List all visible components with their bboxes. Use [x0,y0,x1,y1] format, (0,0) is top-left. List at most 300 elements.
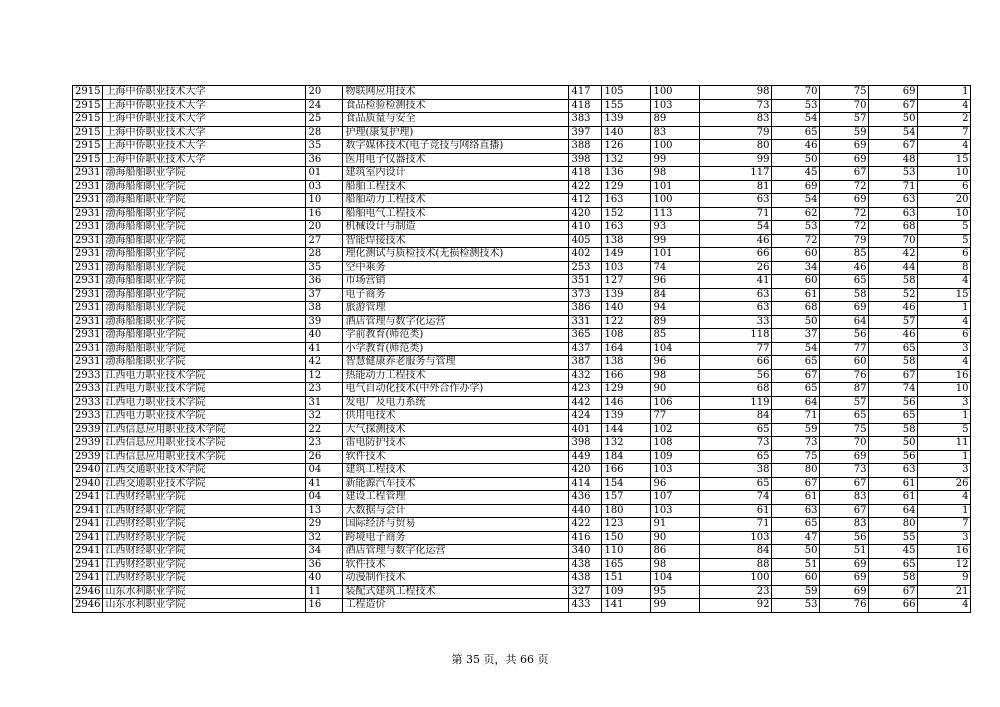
cell-score_c: 73 [700,437,772,451]
cell-score_c: 33 [700,315,772,329]
cell-score_e: 69 [820,194,869,208]
cell-major: 医用电子仪器技术 [343,153,569,167]
cell-score_b: 99 [651,153,700,167]
cell-code: 2931 [73,167,103,181]
cell-total: 424 [569,410,602,424]
table-row [73,99,971,113]
cell-major_code: 20 [306,86,343,100]
cell-code: 2915 [73,86,103,100]
cell-score_e: 76 [820,599,869,613]
cell-code: 2915 [73,113,103,127]
cell-score_b: 100 [651,140,700,154]
cell-major: 软件技术 [343,558,569,572]
cell-rank: 5 [918,221,971,235]
cell-score_e: 56 [820,329,869,343]
cell-score_a: 157 [602,491,651,505]
cell-major: 机械设计与制造 [343,221,569,235]
cell-score_d: 72 [772,234,820,248]
cell-score_d: 50 [772,545,820,559]
cell-score_b: 94 [651,302,700,316]
table-row [73,599,971,613]
cell-total: 416 [569,531,602,545]
table-row [73,464,971,478]
cell-major_code: 26 [306,450,343,464]
cell-code: 2941 [73,531,103,545]
cell-score_c: 73 [700,99,772,113]
cell-score_d: 68 [772,302,820,316]
cell-code: 2915 [73,140,103,154]
table-row [73,342,971,356]
cell-score_b: 99 [651,234,700,248]
cell-score_c: 88 [700,558,772,572]
cell-score_b: 83 [651,126,700,140]
table-row [73,248,971,262]
cell-school: 江西财经职业学院 [103,558,306,572]
cell-major: 食品检验检测技术 [343,99,569,113]
cell-score_d: 34 [772,261,820,275]
cell-major_code: 28 [306,126,343,140]
cell-score_a: 136 [602,167,651,181]
cell-major_code: 29 [306,518,343,532]
cell-score_c: 61 [700,504,772,518]
cell-score_d: 53 [772,99,820,113]
cell-score_e: 64 [820,315,869,329]
cell-rank: 1 [918,86,971,100]
cell-score_c: 74 [700,491,772,505]
cell-code: 2940 [73,477,103,491]
cell-code: 2931 [73,221,103,235]
cell-rank: 10 [918,167,971,181]
cell-score_e: 56 [820,531,869,545]
cell-score_c: 66 [700,248,772,262]
cell-total: 388 [569,140,602,154]
cell-code: 2940 [73,464,103,478]
cell-score_c: 98 [700,86,772,100]
cell-code: 2915 [73,126,103,140]
cell-score_b: 113 [651,207,700,221]
cell-score_c: 71 [700,518,772,532]
cell-major: 装配式建筑工程技术 [343,585,569,599]
cell-score_f: 71 [869,180,918,194]
cell-major_code: 22 [306,423,343,437]
cell-score_f: 65 [869,342,918,356]
cell-code: 2931 [73,329,103,343]
cell-total: 327 [569,585,602,599]
cell-score_c: 84 [700,410,772,424]
cell-score_c: 46 [700,234,772,248]
cell-score_d: 65 [772,356,820,370]
cell-major: 船舶工程技术 [343,180,569,194]
cell-score_f: 56 [869,450,918,464]
cell-code: 2941 [73,545,103,559]
cell-score_a: 139 [602,113,651,127]
cell-score_c: 65 [700,423,772,437]
cell-score_b: 98 [651,369,700,383]
cell-score_b: 74 [651,261,700,275]
cell-score_e: 85 [820,248,869,262]
table-row [73,423,971,437]
cell-score_d: 71 [772,410,820,424]
cell-rank: 16 [918,369,971,383]
cell-major: 发电厂及电力系统 [343,396,569,410]
cell-major: 护理(康复护理) [343,126,569,140]
cell-major_code: 41 [306,342,343,356]
cell-rank: 15 [918,153,971,167]
cell-total: 433 [569,599,602,613]
cell-school: 上海中侨职业技术大学 [103,113,306,127]
cell-major: 智能焊接技术 [343,234,569,248]
cell-score_a: 164 [602,342,651,356]
cell-score_a: 152 [602,207,651,221]
cell-score_b: 89 [651,113,700,127]
cell-rank: 1 [918,302,971,316]
cell-major_code: 36 [306,153,343,167]
cell-score_e: 70 [820,437,869,451]
cell-score_e: 57 [820,113,869,127]
cell-score_a: 105 [602,86,651,100]
cell-score_a: 108 [602,329,651,343]
cell-major: 国际经济与贸易 [343,518,569,532]
cell-score_b: 85 [651,329,700,343]
cell-major: 大数据与会计 [343,504,569,518]
cell-score_f: 42 [869,248,918,262]
cell-total: 387 [569,356,602,370]
cell-score_e: 67 [820,477,869,491]
cell-score_f: 58 [869,423,918,437]
cell-score_f: 70 [869,234,918,248]
cell-score_a: 150 [602,531,651,545]
cell-major_code: 37 [306,288,343,302]
cell-major_code: 23 [306,437,343,451]
cell-major: 新能源汽车技术 [343,477,569,491]
cell-code: 2941 [73,491,103,505]
cell-score_d: 54 [772,342,820,356]
cell-rank: 7 [918,518,971,532]
cell-school: 上海中侨职业技术大学 [103,140,306,154]
cell-score_c: 100 [700,572,772,586]
cell-major: 工程造价 [343,599,569,613]
cell-code: 2941 [73,518,103,532]
cell-score_b: 98 [651,167,700,181]
cell-major: 软件技术 [343,450,569,464]
cell-score_d: 37 [772,329,820,343]
cell-score_d: 46 [772,140,820,154]
cell-score_c: 81 [700,180,772,194]
cell-score_d: 50 [772,315,820,329]
table-row [73,167,971,181]
cell-score_e: 65 [820,275,869,289]
cell-score_b: 96 [651,356,700,370]
cell-score_c: 71 [700,207,772,221]
table-row [73,450,971,464]
table-row [73,140,971,154]
cell-major_code: 13 [306,504,343,518]
cell-code: 2933 [73,369,103,383]
cell-school: 渤海船舶职业学院 [103,342,306,356]
cell-rank: 5 [918,234,971,248]
cell-school: 渤海船舶职业学院 [103,248,306,262]
cell-score_e: 67 [820,167,869,181]
table-row [73,261,971,275]
cell-score_b: 108 [651,437,700,451]
cell-school: 江西财经职业学院 [103,545,306,559]
cell-major: 数字媒体技术(电子竞技与网络直播) [343,140,569,154]
cell-total: 373 [569,288,602,302]
cell-school: 江西信息应用职业技术学院 [103,437,306,451]
cell-score_a: 163 [602,194,651,208]
cell-score_e: 69 [820,140,869,154]
cell-score_f: 56 [869,396,918,410]
cell-major: 学前教育(师范类) [343,329,569,343]
cell-major_code: 35 [306,261,343,275]
cell-major: 雷电防护技术 [343,437,569,451]
table-row [73,153,971,167]
cell-total: 398 [569,437,602,451]
cell-major: 理化测试与质检技术(无损检测技术) [343,248,569,262]
cell-school: 渤海船舶职业学院 [103,275,306,289]
cell-score_c: 66 [700,356,772,370]
table-row [73,396,971,410]
cell-score_f: 46 [869,329,918,343]
table-row [73,86,971,100]
cell-major_code: 27 [306,234,343,248]
cell-code: 2931 [73,180,103,194]
cell-code: 2933 [73,410,103,424]
cell-score_c: 63 [700,194,772,208]
cell-score_f: 55 [869,531,918,545]
table-row [73,545,971,559]
cell-rank: 4 [918,356,971,370]
cell-score_e: 87 [820,383,869,397]
cell-score_d: 65 [772,518,820,532]
cell-score_c: 38 [700,464,772,478]
cell-score_e: 72 [820,207,869,221]
cell-score_a: 163 [602,221,651,235]
cell-rank: 26 [918,477,971,491]
cell-major_code: 36 [306,558,343,572]
cell-score_d: 65 [772,383,820,397]
cell-major_code: 16 [306,207,343,221]
cell-score_a: 138 [602,234,651,248]
table-row [73,329,971,343]
cell-rank: 3 [918,531,971,545]
table-row [73,518,971,532]
cell-score_c: 65 [700,477,772,491]
cell-total: 449 [569,450,602,464]
cell-score_c: 83 [700,113,772,127]
cell-total: 432 [569,369,602,383]
cell-score_d: 69 [772,180,820,194]
cell-score_c: 79 [700,126,772,140]
table-row [73,572,971,586]
cell-school: 江西电力职业技术学院 [103,369,306,383]
cell-rank: 1 [918,504,971,518]
cell-major_code: 03 [306,180,343,194]
cell-total: 386 [569,302,602,316]
cell-score_f: 67 [869,585,918,599]
cell-rank: 7 [918,126,971,140]
cell-major_code: 23 [306,383,343,397]
cell-score_b: 102 [651,423,700,437]
cell-major_code: 01 [306,167,343,181]
cell-score_c: 118 [700,329,772,343]
cell-score_d: 62 [772,207,820,221]
cell-score_d: 59 [772,585,820,599]
cell-major: 供用电技术 [343,410,569,424]
cell-score_f: 50 [869,437,918,451]
cell-school: 渤海船舶职业学院 [103,221,306,235]
cell-score_b: 93 [651,221,700,235]
cell-score_d: 54 [772,194,820,208]
cell-school: 渤海船舶职业学院 [103,315,306,329]
cell-score_e: 57 [820,396,869,410]
cell-score_c: 84 [700,545,772,559]
cell-score_b: 91 [651,518,700,532]
cell-score_b: 103 [651,464,700,478]
cell-major_code: 35 [306,140,343,154]
cell-rank: 20 [918,194,971,208]
cell-score_c: 26 [700,261,772,275]
table-row [73,558,971,572]
cell-score_b: 95 [651,585,700,599]
cell-code: 2933 [73,383,103,397]
cell-rank: 9 [918,572,971,586]
cell-major_code: 32 [306,410,343,424]
cell-total: 405 [569,234,602,248]
cell-score_e: 72 [820,180,869,194]
cell-code: 2933 [73,396,103,410]
cell-total: 422 [569,518,602,532]
cell-score_f: 66 [869,599,918,613]
cell-score_d: 67 [772,477,820,491]
cell-major: 食品质量与安全 [343,113,569,127]
cell-score_b: 96 [651,275,700,289]
cell-code: 2915 [73,99,103,113]
cell-score_f: 45 [869,545,918,559]
cell-score_f: 46 [869,302,918,316]
cell-school: 江西电力职业技术学院 [103,410,306,424]
cell-score_b: 107 [651,491,700,505]
cell-major_code: 10 [306,194,343,208]
cell-code: 2931 [73,261,103,275]
cell-score_a: 149 [602,248,651,262]
cell-rank: 4 [918,140,971,154]
cell-major: 小学教育(师范类) [343,342,569,356]
table-row [73,315,971,329]
cell-score_a: 127 [602,275,651,289]
cell-school: 上海中侨职业技术大学 [103,86,306,100]
cell-total: 397 [569,126,602,140]
table-row [73,194,971,208]
cell-major_code: 16 [306,599,343,613]
cell-rank: 10 [918,383,971,397]
cell-rank: 6 [918,180,971,194]
cell-score_c: 92 [700,599,772,613]
cell-rank: 5 [918,423,971,437]
cell-score_f: 61 [869,477,918,491]
cell-major: 物联网应用技术 [343,86,569,100]
cell-major: 酒店管理与数字化运营 [343,315,569,329]
table-row [73,113,971,127]
cell-rank: 3 [918,464,971,478]
cell-score_d: 60 [772,275,820,289]
cell-score_c: 41 [700,275,772,289]
cell-rank: 4 [918,491,971,505]
cell-score_d: 51 [772,558,820,572]
cell-rank: 4 [918,315,971,329]
cell-score_b: 84 [651,288,700,302]
cell-score_c: 119 [700,396,772,410]
cell-total: 351 [569,275,602,289]
cell-total: 420 [569,207,602,221]
cell-code: 2941 [73,572,103,586]
table-row [73,369,971,383]
cell-code: 2931 [73,275,103,289]
cell-score_e: 46 [820,261,869,275]
cell-major: 跨境电子商务 [343,531,569,545]
cell-total: 402 [569,248,602,262]
cell-score_a: 129 [602,180,651,194]
cell-code: 2931 [73,288,103,302]
cell-score_a: 126 [602,140,651,154]
cell-score_f: 67 [869,140,918,154]
cell-score_d: 64 [772,396,820,410]
cell-score_b: 103 [651,504,700,518]
cell-total: 253 [569,261,602,275]
cell-total: 437 [569,342,602,356]
cell-school: 江西财经职业学院 [103,572,306,586]
cell-score_f: 58 [869,572,918,586]
cell-score_c: 65 [700,450,772,464]
cell-score_f: 54 [869,126,918,140]
cell-score_a: 138 [602,356,651,370]
cell-score_d: 50 [772,153,820,167]
cell-school: 江西电力职业技术学院 [103,396,306,410]
cell-major: 热能动力工程技术 [343,369,569,383]
cell-school: 江西交通职业技术学院 [103,477,306,491]
cell-major_code: 41 [306,477,343,491]
table-row [73,477,971,491]
cell-score_a: 144 [602,423,651,437]
cell-major_code: 40 [306,572,343,586]
cell-score_e: 75 [820,423,869,437]
cell-score_e: 69 [820,153,869,167]
cell-score_c: 56 [700,369,772,383]
cell-code: 2931 [73,315,103,329]
cell-total: 442 [569,396,602,410]
table-row [73,504,971,518]
cell-school: 江西电力职业技术学院 [103,383,306,397]
cell-score_a: 166 [602,464,651,478]
cell-major_code: 04 [306,491,343,505]
cell-major: 旅游管理 [343,302,569,316]
cell-score_a: 155 [602,99,651,113]
cell-score_d: 45 [772,167,820,181]
cell-score_e: 69 [820,585,869,599]
cell-major: 建设工程管理 [343,491,569,505]
cell-score_d: 53 [772,599,820,613]
cell-score_a: 139 [602,288,651,302]
cell-school: 山东水利职业学院 [103,585,306,599]
cell-score_b: 89 [651,315,700,329]
cell-rank: 4 [918,99,971,113]
cell-score_a: 129 [602,383,651,397]
cell-score_a: 154 [602,477,651,491]
cell-school: 江西财经职业学院 [103,491,306,505]
cell-score_f: 57 [869,315,918,329]
cell-code: 2931 [73,356,103,370]
cell-score_d: 61 [772,491,820,505]
